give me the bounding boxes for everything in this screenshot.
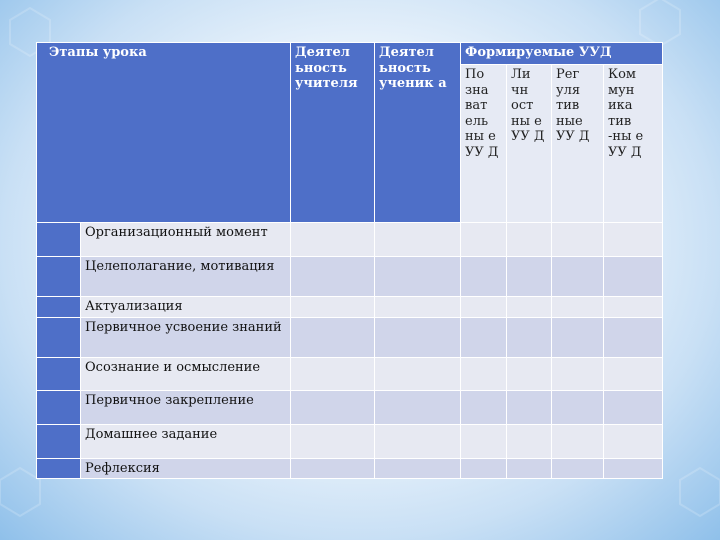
table-cell	[461, 297, 507, 318]
lesson-plan-table	[36, 42, 663, 479]
table-cell	[291, 223, 375, 257]
table-cell	[604, 390, 663, 424]
table-cell	[291, 424, 375, 458]
stage-label: Первичное усвоение знаний	[81, 317, 291, 357]
table-cell	[552, 257, 604, 297]
table-cell	[604, 297, 663, 318]
table-cell	[552, 297, 604, 318]
table-cell	[291, 357, 375, 390]
table-row	[37, 317, 663, 357]
table-cell	[291, 390, 375, 424]
table-cell	[552, 458, 604, 479]
uud-cognitive: По зна ват ель ны е УУ Д	[461, 65, 507, 223]
table-cell	[507, 357, 552, 390]
table-row	[37, 357, 663, 390]
table-row	[37, 458, 663, 479]
table-cell	[375, 317, 461, 357]
table-cell	[461, 223, 507, 257]
table-cell	[461, 257, 507, 297]
table-row	[37, 257, 663, 297]
table-cell	[552, 390, 604, 424]
row-marker	[37, 297, 81, 318]
table-cell	[507, 458, 552, 479]
row-marker	[37, 257, 81, 297]
table-cell	[604, 317, 663, 357]
stage-label: Организационный момент	[81, 223, 291, 257]
uud-communicative: Ком мун ика тив -ны е УУ Д	[604, 65, 663, 223]
table-cell	[552, 223, 604, 257]
row-marker	[37, 458, 81, 479]
table-cell	[507, 317, 552, 357]
table-row	[37, 424, 663, 458]
table-cell	[375, 223, 461, 257]
header-uud: Формируемые УУД	[461, 43, 663, 65]
table-cell	[461, 390, 507, 424]
table-cell	[291, 297, 375, 318]
table-cell	[461, 357, 507, 390]
table-cell	[604, 424, 663, 458]
table-cell	[375, 390, 461, 424]
row-marker	[37, 424, 81, 458]
row-marker	[37, 317, 81, 357]
table-cell	[507, 223, 552, 257]
table-cell	[507, 297, 552, 318]
table-cell	[461, 317, 507, 357]
table-cell	[552, 424, 604, 458]
table-cell	[375, 424, 461, 458]
table-cell	[375, 458, 461, 479]
table-cell	[507, 390, 552, 424]
table-cell	[375, 357, 461, 390]
table-cell	[604, 458, 663, 479]
stage-label: Первичное закрепление	[81, 390, 291, 424]
table-cell	[291, 257, 375, 297]
table-cell	[604, 357, 663, 390]
header-student-activity: Деятел ьность ученик а	[375, 43, 461, 223]
stage-label: Домашнее задание	[81, 424, 291, 458]
table-cell	[507, 424, 552, 458]
table-cell	[375, 257, 461, 297]
table-cell	[291, 317, 375, 357]
table-cell	[552, 317, 604, 357]
stage-label: Осознание и осмысление	[81, 357, 291, 390]
header-stages: Этапы урока	[37, 43, 291, 223]
table-cell	[291, 458, 375, 479]
table-cell	[507, 257, 552, 297]
table-row	[37, 297, 663, 318]
stage-label: Целеполагание, мотивация	[81, 257, 291, 297]
row-marker	[37, 357, 81, 390]
table-cell	[461, 424, 507, 458]
stage-label: Актуализация	[81, 297, 291, 318]
row-marker	[37, 223, 81, 257]
uud-regulatory: Рег уля тив ные УУ Д	[552, 65, 604, 223]
table-cell	[604, 223, 663, 257]
table-cell	[552, 357, 604, 390]
table-cell	[461, 458, 507, 479]
table-row	[37, 223, 663, 257]
header-teacher-activity: Деятел ьность учителя	[291, 43, 375, 223]
uud-personal: Ли чн ост ны е УУ Д	[507, 65, 552, 223]
row-marker	[37, 390, 81, 424]
table-cell	[375, 297, 461, 318]
table-cell	[604, 257, 663, 297]
stage-label: Рефлексия	[81, 458, 291, 479]
table-row	[37, 390, 663, 424]
